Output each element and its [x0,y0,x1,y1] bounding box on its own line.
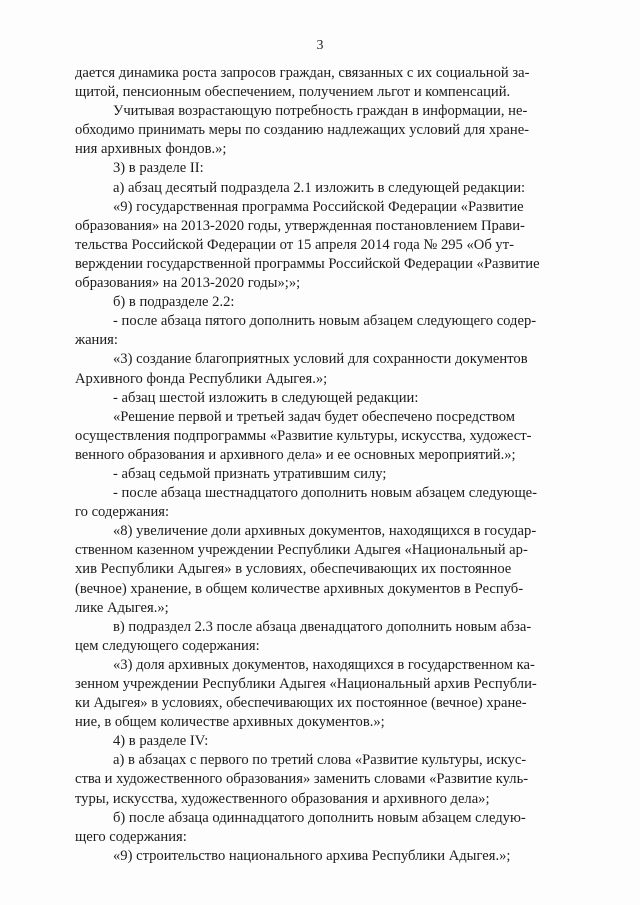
paragraph-10: «Решение первой и третьей задач будет обеспечено посредством осуществления подпрограммы «Развитие культуры, искусства, художест- венного образования и архивного дела» и ее основных мероприятий.»; [75,408,532,463]
paragraph-1: дается динамика роста запросов граждан, связанных с их социальной за- щитой, пенсионным обеспечением, получением льгот и компенсаций. [75,65,530,101]
paragraph-16: 4) в разделе IV: [113,733,209,750]
paragraph-14: в) подраздел 2.3 после абзаца двенадцатого дополнить новым абза- цем следующего содержания: [75,618,532,654]
paragraph-18: б) после абзаца одиннадцатого дополнить новым абзацем следую- щего содержания: [75,809,526,845]
paragraph-9: - абзац шестой изложить в следующей редакции: [113,389,419,406]
paragraph-2: Учитывая возрастающую потребность граждан в информации, не- обходимо принимать меры по созданию надлежащих условий для хране- ния архивных фондов.»; [75,103,530,158]
paragraph-5: «9) государственная программа Российской Федерации «Развитие образования» на 2013-2020 годы, утвержденная постановлением Прави- тельства Российской Федерации от 15 апреля 2014 года № 295 «Об ут- верждении государственной программы Российской Федерации «Развитие образования» на 2013-2020 годы»;»; [75,198,540,292]
page-number: 3 [316,38,324,53]
paragraph-13: «8) увеличение доли архивных документов, находящихся в государ- ственном казенном учреждении Республики Адыгея «Национальный ар- хив Республики Адыгея» в условиях, обеспечивающих их постоянное (вечное) хранение, в общем количестве архивных документов в Респуб- лике Адыгея.»; [75,523,537,616]
paragraph-15: «3) доля архивных документов, находящихся в государственном ка- зенном учреждении Республики Адыгея «Национальный архив Республи- ки Адыгея» в условиях, обеспечивающих их постоянное (вечное) хране- ние, в общем количестве архивных документов.»; [75,656,537,731]
paragraph-19: «9) строительство национального архива Республики Адыгея.»; [113,847,511,864]
paragraph-4: а) абзац десятый подраздела 2.1 изложить в следующей редакции: [113,179,526,196]
paragraph-17: а) в абзацах с первого по третий слова «Развитие культуры, искус- ства и художественного образования» заменить словами «Развитие куль- туры, искусства, художественного образования и архивного дела»; [75,752,529,807]
paragraph-12: - после абзаца шестнадцатого дополнить новым абзацем следующе- го содержания: [75,485,538,521]
paragraph-11: - абзац седьмой признать утратившим силу; [113,465,387,482]
paragraph-7: - после абзаца пятого дополнить новым абзацем следующего содер- жания: [75,313,537,349]
paragraph-8: «3) создание благоприятных условий для сохранности документов Архивного фонда Республики Адыгея.»; [75,351,528,387]
paragraph-6: б) в подразделе 2.2: [113,294,235,311]
document-body [75,64,571,866]
paragraph-3: 3) в разделе II: [113,160,204,177]
